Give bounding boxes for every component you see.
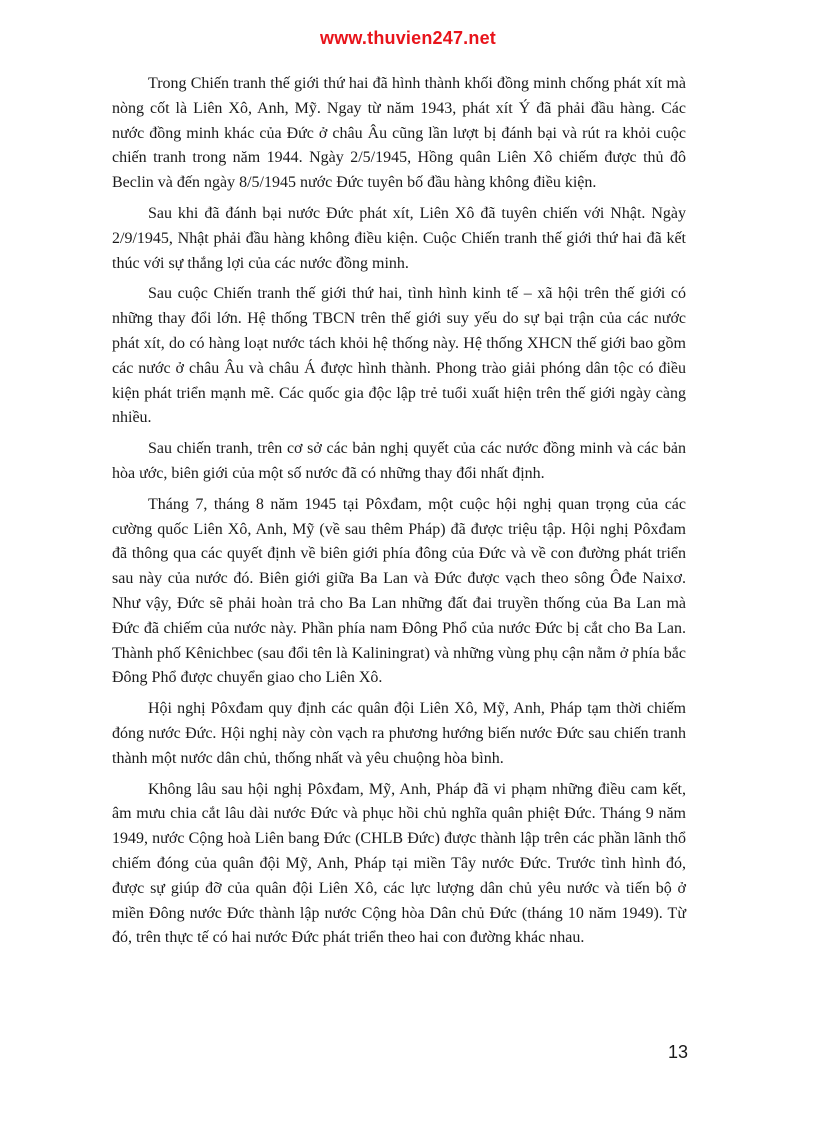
paragraph-2: Sau khi đã đánh bại nước Đức phát xít, Liên Xô đã tuyên chiến với Nhật. Ngày 2/9/1945, Nhật phải đầu hàng không điều kiện. Cuộc Chiến tranh thế giới thứ hai đã kết thúc với sự thắng lợi của các nước đồng minh.: [112, 204, 686, 272]
paragraph-3: Sau cuộc Chiến tranh thế giới thứ hai, tình hình kinh tế – xã hội trên thế giới có những thay đổi lớn. Hệ thống TBCN trên thế giới suy yếu do sự bại trận của các nước phát xít, do có hàng loạt nước tách khỏi hệ thống này. Hệ thống XHCN thế giới bao gồm các nước ở châu Âu và châu Á được hình thành. Phong trào giải phóng dân tộc có điều kiện phát triển mạnh mẽ. Các quốc gia độc lập trẻ tuổi xuất hiện trên thế giới ngày càng nhiều.: [112, 285, 686, 427]
paragraph-1: Trong Chiến tranh thế giới thứ hai đã hình thành khối đồng minh chống phát xít mà nòng cốt là Liên Xô, Anh, Mỹ. Ngay từ năm 1943, phát xít Ý đã phải đầu hàng. Các nước đồng minh khác của Đức ở châu Âu cũng lần lượt bị đánh bại và rút ra khỏi cuộc chiến tranh trong năm 1944. Ngày 2/5/1945, Hồng quân Liên Xô chiếm được thủ đô Beclin và đến ngày 8/5/1945 nước Đức tuyên bố đầu hàng không điều kiện.: [112, 75, 686, 192]
paragraph-4: Sau chiến tranh, trên cơ sở các bản nghị quyết của các nước đồng minh và các bản hòa ước, biên giới của một số nước đã có những thay đổi nhất định.: [112, 440, 686, 482]
page-body: [112, 72, 686, 957]
paragraph-7: Không lâu sau hội nghị Pôxđam, Mỹ, Anh, Pháp đã vi phạm những điều cam kết, âm mưu chia cắt lâu dài nước Đức và phục hồi chủ nghĩa quân phiệt Đức. Tháng 9 năm 1949, nước Cộng hoà Liên bang Đức (CHLB Đức) được thành lập trên các phần lãnh thổ chiếm đóng của quân đội Mỹ, Anh, Pháp tại miền Tây nước Đức. Trước tình hình đó, được sự giúp đỡ của quân đội Liên Xô, các lực lượng dân chủ yêu nước và tiến bộ ở miền Đông nước Đức thành lập nước Cộng hòa Dân chủ Đức (tháng 10 năm 1949). Từ đó, trên thực tế có hai nước Đức phát triển theo hai con đường khác nhau.: [112, 780, 686, 947]
site-url-header[interactable]: www.thuvien247.net: [320, 28, 496, 48]
page-number: 13: [667, 1042, 688, 1062]
paragraph-5: Tháng 7, tháng 8 năm 1945 tại Pôxđam, một cuộc hội nghị quan trọng của các cường quốc Liên Xô, Anh, Mỹ (về sau thêm Pháp) đã được triệu tập. Hội nghị Pôxđam đã thông qua các quyết định về biên giới phía đông của Đức và về con đường phát triển sau này của nước đó. Biên giới giữa Ba Lan và Đức được vạch theo sông Ôđe Naixơ. Như vậy, Đức sẽ phải hoàn trả cho Ba Lan những đất đai truyền thống của Ba Lan mà Đức đã chiếm của nước này. Phần phía nam Đông Phổ của nước Đức bị cắt cho Ba Lan. Thành phố Kênichbec (sau đổi tên là Kaliningrat) và những vùng phụ cận nằm ở phía bắc Đông Phổ được chuyển giao cho Liên Xô.: [112, 495, 686, 687]
paragraph-6: Hội nghị Pôxđam quy định các quân đội Liên Xô, Mỹ, Anh, Pháp tạm thời chiếm đóng nước Đức. Hội nghị này còn vạch ra phương hướng biến nước Đức sau chiến tranh thành một nước dân chủ, thống nhất và yêu chuộng hòa bình.: [112, 700, 686, 767]
